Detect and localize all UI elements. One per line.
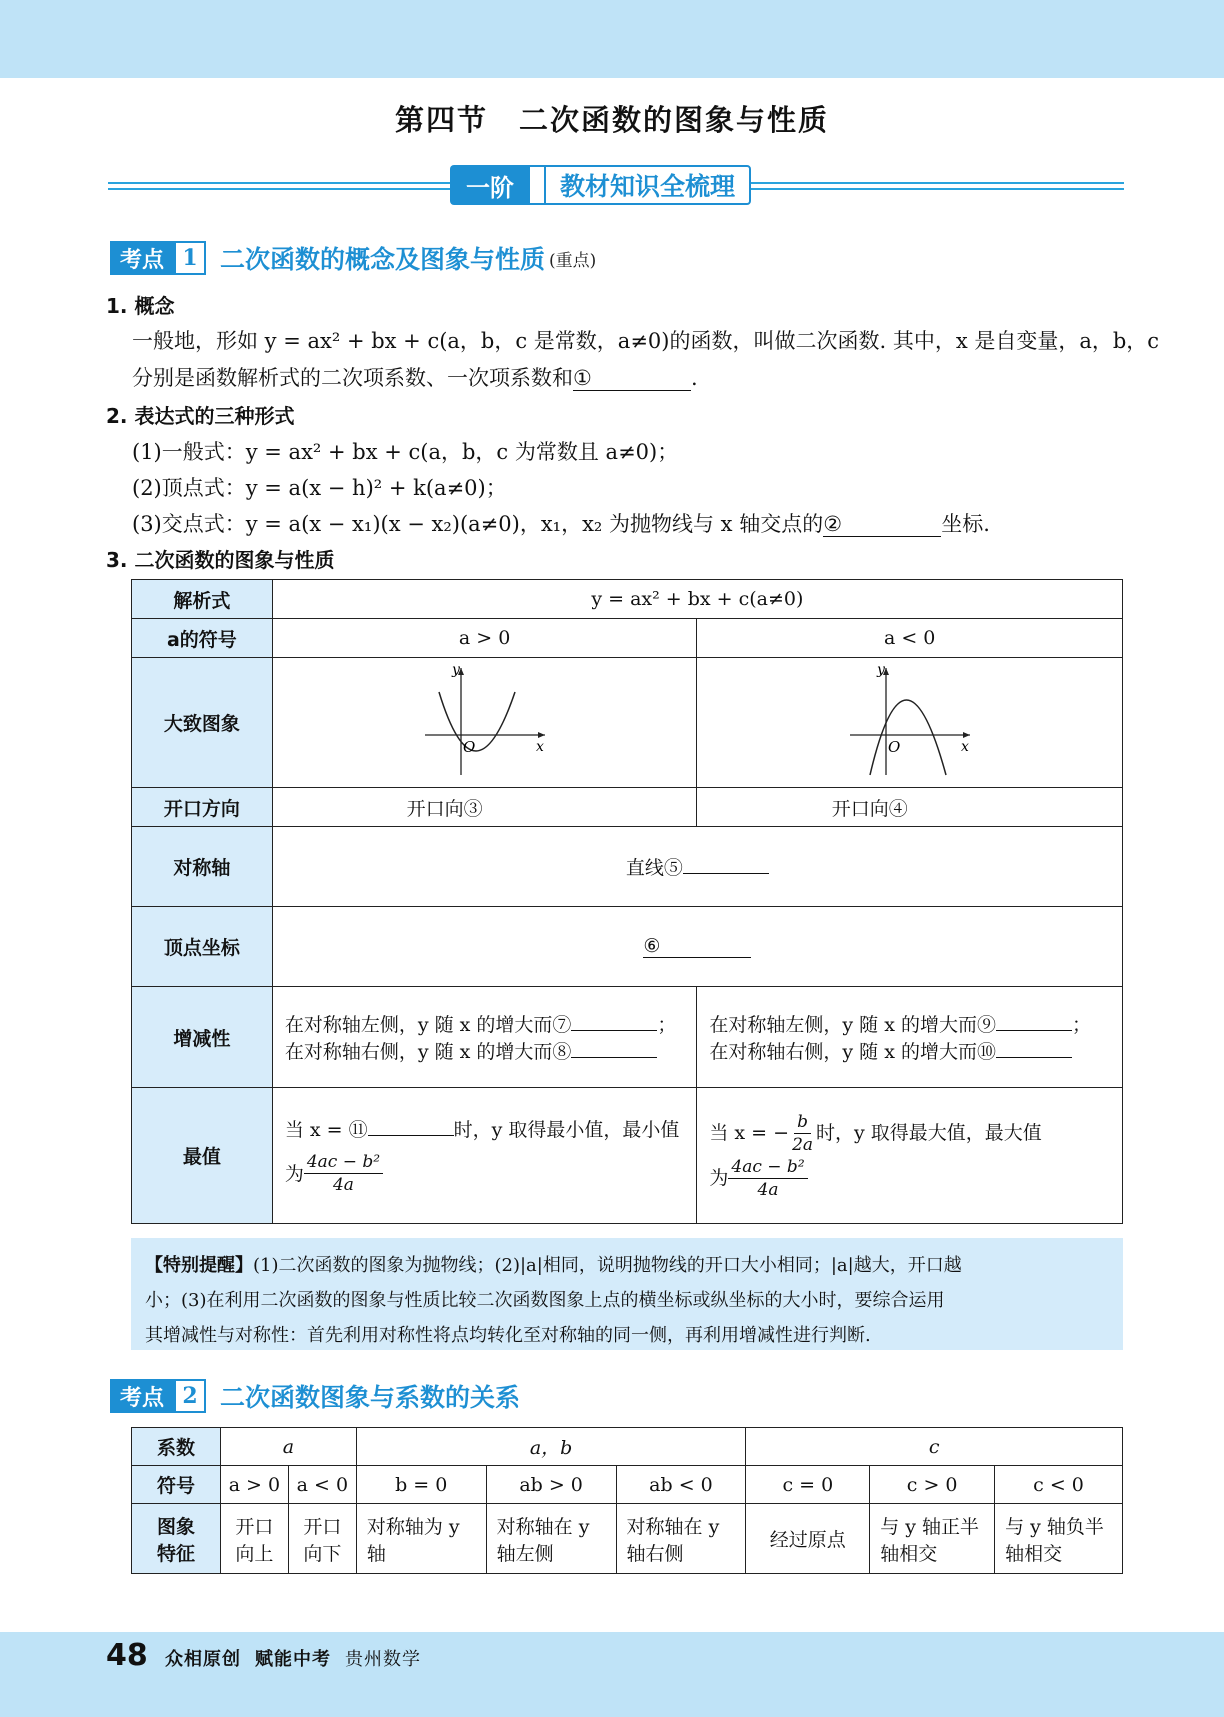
- mono-pos1: 在对称轴左侧，y 随 x 的增大而⑦: [284, 1014, 572, 1036]
- s1-line2: [132, 362, 698, 392]
- blank-6: [643, 935, 751, 958]
- note-title: 【特别提醒】: [145, 1255, 253, 1276]
- table1-row-graph: [132, 658, 1123, 788]
- min-value-fraction: [304, 1151, 383, 1196]
- mono-neg1-end: ；: [1071, 1014, 1091, 1036]
- table2-sign-cell: b = 0: [356, 1466, 486, 1504]
- max-value-fraction: [728, 1156, 807, 1201]
- blank-11: [368, 1135, 454, 1136]
- mono-neg2: 在对称轴右侧，y 随 x 的增大而⑩: [709, 1041, 996, 1063]
- table1-label-extreme: 最值: [132, 1088, 273, 1224]
- extreme-neg-a: 当 x = −: [709, 1122, 790, 1144]
- axis-frac-den: 2a: [792, 1134, 814, 1155]
- s1-heading: 1. 概念: [106, 294, 175, 318]
- s2-form1: (1)一般式：y = ax² + bx + c(a，b，c 为常数且 a≠0)；: [132, 440, 679, 464]
- table2-feature-cell: 与 y 轴正半轴相交: [870, 1504, 995, 1574]
- table2-feature-cell: 对称轴为 y 轴: [356, 1504, 486, 1574]
- table1-row-vertex: [132, 907, 1123, 987]
- table2-sign-cell: c > 0: [870, 1466, 995, 1504]
- blank-2: [823, 512, 941, 537]
- table1-row-mono: [132, 987, 1123, 1088]
- extreme-neg-b: 时，y 取得最大值，最大值: [816, 1122, 1042, 1144]
- top-band: [0, 0, 1224, 78]
- table2-sign-cell: c = 0: [746, 1466, 870, 1504]
- kp2-title: 二次函数图象与系数的关系: [220, 1383, 521, 1412]
- s2-form3-text: (3)交点式：y = a(x − x₁)(x − x₂)(a≠0)，x₁，x₂ 为抛物线与 x 轴交点的: [132, 512, 824, 536]
- table1-label-sign: a的符号: [132, 619, 273, 658]
- table1-label-vertex: 顶点坐标: [132, 907, 273, 987]
- table1-open-neg: [697, 788, 1123, 827]
- mono-neg-line1: [709, 1010, 1122, 1037]
- footer-subject: 贵州数学: [345, 1649, 421, 1670]
- x-label: x: [960, 739, 969, 755]
- s2-heading: 2. 表达式的三种形式: [106, 404, 295, 428]
- blank-1: [573, 366, 691, 391]
- s2-form2: (2)顶点式：y = a(x − h)² + k(a≠0)；: [132, 476, 507, 500]
- open-pos-label: 开口向③: [406, 797, 483, 820]
- page-number: 48: [106, 1638, 148, 1673]
- axis-value: 直线⑤: [625, 857, 683, 879]
- blank-7: [571, 1030, 657, 1031]
- table2-row-sign: [132, 1466, 1123, 1504]
- table1-row-formula: [132, 580, 1123, 619]
- table1-label-formula: 解析式: [132, 580, 273, 619]
- table1-row-open: [132, 788, 1123, 827]
- min-frac-den: 4a: [332, 1175, 354, 1195]
- blank-10: [996, 1057, 1072, 1058]
- max-frac-den: 4a: [757, 1179, 779, 1200]
- table2-feature-cell: 经过原点: [746, 1504, 870, 1574]
- max-frac-num: 4ac − b²: [728, 1156, 807, 1179]
- table1-label-graph: 大致图象: [132, 658, 273, 788]
- kp1-tag: 考点: [110, 241, 174, 275]
- kp1-num: 1: [174, 241, 206, 275]
- table1-graph-pos: [272, 658, 697, 788]
- mono-neg-line2: [709, 1037, 1122, 1064]
- footer-slogan: 赋能中考: [255, 1649, 331, 1670]
- extreme-pos-a: 当 x = ⑪: [284, 1119, 368, 1141]
- table2-label-sign: 符号: [132, 1466, 221, 1504]
- parabola-down-curve: [870, 700, 946, 775]
- mono-pos-line2: [285, 1037, 697, 1064]
- table2-coef-ab: a，b: [356, 1428, 746, 1466]
- banner-notch: [530, 165, 544, 205]
- table1-mono-pos: [272, 987, 697, 1088]
- s3-heading: 3. 二次函数的图象与性质: [106, 548, 335, 572]
- table1-label-axis: 对称轴: [132, 827, 273, 907]
- kp2-header: [110, 1378, 520, 1414]
- table1-vertex: [272, 907, 1122, 987]
- x-axis-arrow: [538, 732, 545, 738]
- table1-row-extreme: [132, 1088, 1123, 1224]
- properties-table: [131, 579, 1123, 1224]
- table1-label-open: 开口方向: [132, 788, 273, 827]
- footer-text: [165, 1645, 435, 1671]
- table1-sign-pos: a > 0: [272, 619, 697, 658]
- table2-feature-cell: 对称轴在 y 轴右侧: [616, 1504, 746, 1574]
- table2-label-coef: 系数: [132, 1428, 221, 1466]
- mono-pos-line1: [285, 1010, 697, 1037]
- table1-label-mono: 增减性: [132, 987, 273, 1088]
- open-neg-text: [832, 798, 988, 820]
- table2-label-feature: 图象特征: [132, 1504, 221, 1574]
- kp2-tag: 考点: [110, 1379, 174, 1413]
- note-line3: 其增减性与对称性：首先利用对称性将点均转化至对称轴的同一侧，再利用增减性进行判断.: [145, 1325, 871, 1346]
- y-label: y: [876, 662, 885, 678]
- blank-5: [683, 873, 769, 874]
- s2-form3: [132, 508, 990, 538]
- note-line1: [145, 1248, 1111, 1283]
- s1-line2-text: 分别是函数解析式的二次项系数、一次项系数和: [132, 366, 573, 390]
- open-neg-label: 开口向④: [831, 797, 908, 820]
- kp1-note: (重点): [549, 250, 597, 271]
- extreme-pos-line1: [285, 1115, 697, 1145]
- table1-graph-neg: [697, 658, 1123, 788]
- table1-sign-neg: a < 0: [697, 619, 1123, 658]
- mono-pos1-end: ；: [657, 1014, 677, 1036]
- table2-row-coef: [132, 1428, 1123, 1466]
- table1-row-axis: [132, 827, 1123, 907]
- axis-fraction: [792, 1111, 813, 1156]
- table1-row-sign: [132, 619, 1123, 658]
- downward-parabola-graph: [840, 660, 980, 780]
- extreme-neg-c: 为: [709, 1167, 729, 1189]
- blank-1-num: ①: [573, 366, 592, 390]
- table2-sign-cell: a < 0: [288, 1466, 356, 1504]
- table2-feature-cell: 对称轴在 y 轴左侧: [486, 1504, 616, 1574]
- blank-9: [996, 1030, 1072, 1031]
- table1-axis: [272, 827, 1122, 907]
- footer-brand: 众相原创: [165, 1649, 241, 1670]
- banner-stage-label: 一阶: [450, 165, 530, 205]
- kp1-title: 二次函数的概念及图象与性质: [220, 245, 546, 274]
- s2-form3-end: 坐标.: [941, 512, 990, 536]
- table1-extreme-neg: [697, 1088, 1123, 1224]
- note-line2: 小；(3)在利用二次函数的图象与性质比较二次函数图象上点的横坐标或纵坐标的大小时，要综合运用: [145, 1290, 945, 1311]
- origin-label: O: [462, 738, 475, 756]
- section-title: 第四节 二次函数的图象与性质: [394, 103, 829, 137]
- mono-neg1: 在对称轴左侧，y 随 x 的增大而⑨: [709, 1014, 996, 1036]
- table2-feature-cell: 开口向下: [288, 1504, 356, 1574]
- table1-open-pos: [272, 788, 697, 827]
- table2-feature-cell: 开口向上: [220, 1504, 288, 1574]
- axis-frac-num: b: [794, 1111, 811, 1134]
- table1-mono-neg: [697, 987, 1123, 1088]
- table2-row-feature: [132, 1504, 1123, 1574]
- parabola-up-curve: [439, 692, 515, 751]
- min-frac-num: 4ac − b²: [304, 1151, 383, 1174]
- banner-title: 教材知识全梳理: [544, 165, 751, 205]
- table2-sign-cell: c < 0: [995, 1466, 1123, 1504]
- upward-parabola-graph: [415, 660, 555, 780]
- table2-coef-c: c: [746, 1428, 1123, 1466]
- coefficient-table: [131, 1427, 1123, 1574]
- x-axis-arrow: [963, 732, 970, 738]
- extreme-pos-line2: [285, 1151, 697, 1196]
- vertex-value: ⑥: [643, 935, 661, 957]
- table2-sign-cell: ab < 0: [616, 1466, 746, 1504]
- y-label: y: [451, 662, 460, 678]
- extreme-pos-c: 为: [284, 1162, 304, 1185]
- kp1-header: [110, 240, 596, 276]
- kp2-num: 2: [174, 1379, 206, 1413]
- table1-formula: y = ax² + bx + c(a≠0): [272, 580, 1122, 619]
- s1-line2-end: .: [691, 366, 698, 390]
- open-pos-text: [407, 794, 563, 821]
- origin-label: O: [887, 738, 900, 756]
- table2-feature-cell: 与 y 轴负半轴相交: [995, 1504, 1123, 1574]
- mono-pos2: 在对称轴右侧，y 随 x 的增大而⑧: [284, 1041, 572, 1063]
- extreme-neg-line2: [709, 1156, 1122, 1201]
- table2-sign-cell: ab > 0: [486, 1466, 616, 1504]
- table2-coef-a: a: [220, 1428, 356, 1466]
- s1-line1: 一般地，形如 y = ax² + bx + c(a，b，c 是常数，a≠0)的函数，叫做二次函数. 其中，x 是自变量，a，b，c: [132, 329, 1160, 353]
- blank-8: [571, 1057, 657, 1058]
- stage-banner: [450, 165, 751, 205]
- special-reminder-box: [131, 1238, 1123, 1350]
- extreme-neg-line1: [709, 1111, 1122, 1156]
- note-text1: (1)二次函数的图象为抛物线；(2)|a|相同，说明抛物线的开口大小相同；|a|越大，开口越: [253, 1255, 962, 1276]
- table1-extreme-pos: [272, 1088, 697, 1224]
- blank-2-num: ②: [823, 512, 843, 536]
- x-label: x: [535, 739, 544, 755]
- table2-sign-cell: a > 0: [220, 1466, 288, 1504]
- extreme-pos-b: 时，y 取得最小值，最小值: [453, 1119, 680, 1141]
